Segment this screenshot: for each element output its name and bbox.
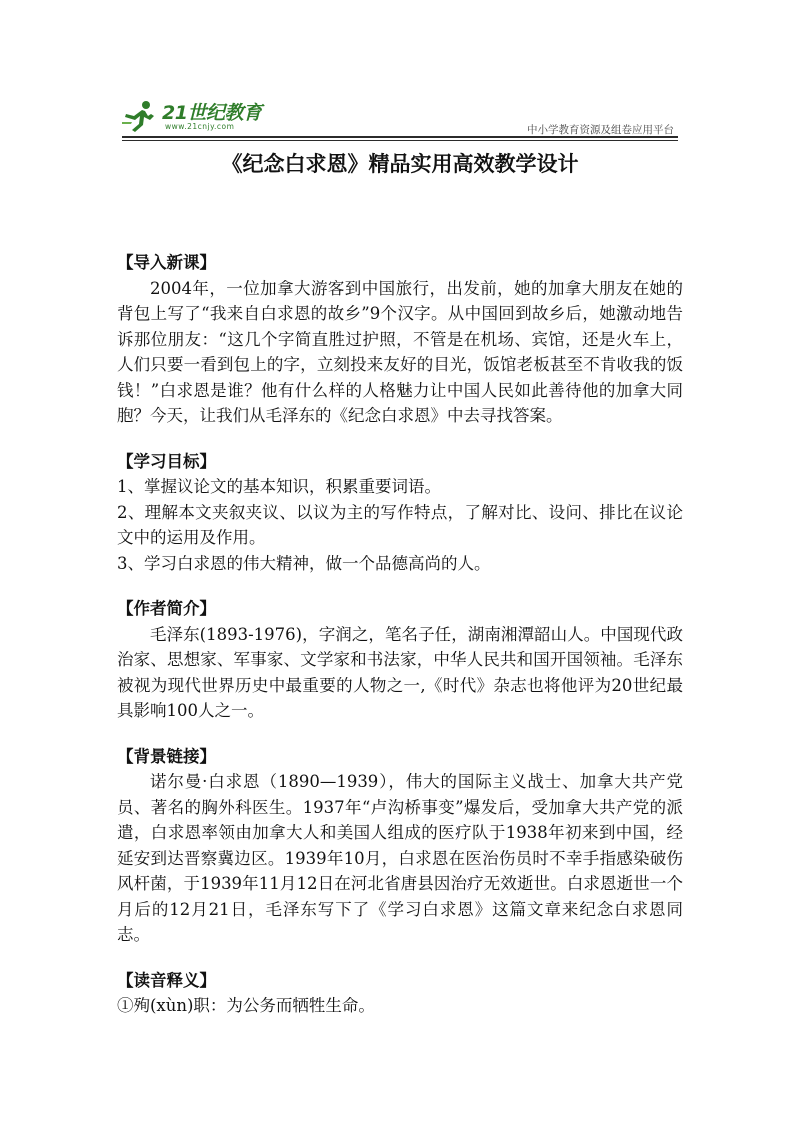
logo-url: www.21cnjy.com (165, 122, 235, 131)
page-header (122, 96, 678, 144)
list-item: ①殉(xùn)职：为公务而牺牲生命。 (117, 996, 375, 1015)
list-item: 3、学习白求恩的伟大精神，做一个品德高尚的人。 (117, 553, 491, 573)
list-item: 1、掌握议论文的基本知识，积累重要词语。 (117, 477, 441, 496)
logo (122, 96, 292, 136)
section-heading: 【读音释义】 (117, 970, 216, 990)
document-body (117, 250, 683, 1039)
section-heading: 【作者简介】 (117, 599, 216, 618)
section-paragraph: 毛泽东(1893-1976)，字润之，笔名子任，湖南湘潭韶山人。中国现代政治家、思想家、军事家、文学家和书法家，中华人民共和国开国领袖。毛泽东被视为现代世界历史中最重要的人物之一,《时代》杂志也将他评为20世纪最具影响100人之一。 (117, 624, 683, 720)
list-item: 2、理解本文夹叙夹议、以议为主的写作特点，了解对比、设问、排比在议论文中的运用及作用。 (117, 502, 683, 547)
section-author (117, 596, 683, 724)
header-rule-thick (122, 136, 678, 138)
section-heading: 【学习目标】 (117, 451, 216, 471)
section-paragraph: 诺尔曼·白求恩（1890—1939），伟大的国际主义战士、加拿大共产党员、著名的胸外科医生。1937年“卢沟桥事变”爆发后，受加拿大共产党的派遣，白求恩率领由加拿大人和美国人组成的医疗队于1938年初来到中国，经延安到达晋察冀边区。1939年10月，白求恩在医治伤员时不幸手指感染破伤风杆菌，于1939年11月12日在河北省唐县因治疗无效逝世。白求恩逝世一个月后的12月21日，毛泽东写下了《学习白求恩》这篇文章来纪念白求恩同志。 (117, 772, 683, 944)
document-title: 《纪念白求恩》精品实用高效教学设计 (221, 152, 579, 176)
section-paragraph: 2004年，一位加拿大游客到中国旅行，出发前，她的加拿大朋友在她的背包上写了“我来自白求恩的故乡”9个汉字。从中国回到故乡后，她激动地告诉那位朋友：“这几个字简直胜过护照，不管是在机场、宾馆，还是火车上，人们只要一看到包上的字，立刻投来友好的目光，饭馆老板甚至不肯收我的饭钱！”白求恩是谁？他有什么样的人格魅力让中国人民如此善待他的加拿大同胞？今天，让我们从毛泽东的《纪念白求恩》中去寻找答案。 (117, 278, 683, 425)
header-rule-thin (122, 140, 678, 141)
section-goals (117, 449, 683, 577)
logo-text: 21世纪教育 (162, 102, 262, 124)
section-pronunciation (117, 968, 683, 1019)
platform-tagline: 中小学教育资源及组卷应用平台 (527, 124, 674, 136)
section-intro (117, 250, 683, 429)
section-heading: 【导入新课】 (117, 253, 216, 272)
section-background (117, 744, 683, 948)
runner-logo-icon (122, 100, 158, 132)
section-heading: 【背景链接】 (117, 746, 216, 766)
